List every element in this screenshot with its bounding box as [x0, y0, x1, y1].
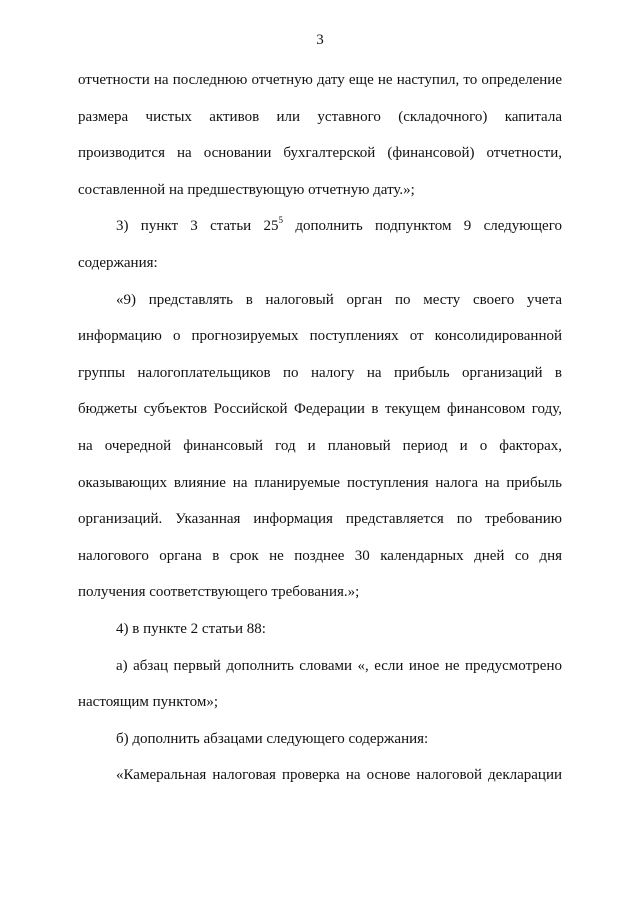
text-line: 4) в пункте 2 статьи 88:	[116, 620, 266, 637]
superscript: 5	[278, 216, 284, 226]
text-line: налогового органа в срок не позднее 30 календарных дней со дня	[78, 547, 562, 564]
text-line: «9) представлять в налоговый орган по месту своего учета	[116, 291, 562, 308]
text-line: получения соответствующего требования.»;	[78, 584, 360, 601]
text-line: на очередной финансовый год и плановый период и о факторах,	[78, 437, 562, 454]
text-line: настоящим пунктом»;	[78, 694, 219, 711]
text-line: группы налогоплательщиков по налогу на прибыль организаций в	[78, 364, 562, 381]
document-body	[78, 70, 562, 802]
text-segment: 3) пункт 3 статьи 25	[116, 218, 279, 235]
text-line: составленной на предшествующую отчетную дату.»;	[78, 181, 415, 198]
text-line: отчетности на последнюю отчетную дату еще не наступил, то определение	[78, 72, 562, 88]
text-line-with-superscript	[78, 216, 562, 253]
page-number: 3	[316, 32, 324, 48]
text-line: производится на основании бухгалтерской (финансовой) отчетности,	[78, 145, 562, 162]
text-line: организаций. Указанная информация представляется по требованию	[78, 511, 562, 528]
text-line: бюджеты субъектов Российской Федерации в текущем финансовом году,	[78, 401, 562, 418]
text-line: «Камеральная налоговая проверка на основе налоговой декларации	[116, 767, 562, 784]
text-line: содержания:	[78, 254, 158, 271]
text-line: оказывающих влияние на планируемые поступления налога на прибыль	[78, 474, 562, 491]
text-line: б) дополнить абзацами следующего содержания:	[116, 730, 429, 747]
text-line: а) абзац первый дополнить словами «, если иное не предусмотрено	[116, 657, 562, 674]
text-line: размера чистых активов или уставного (складочного) капитала	[78, 108, 562, 125]
text-line: информацию о прогнозируемых поступлениях от консолидированной	[78, 328, 562, 345]
text-segment: дополнить подпунктом 9 следующего	[283, 218, 562, 235]
